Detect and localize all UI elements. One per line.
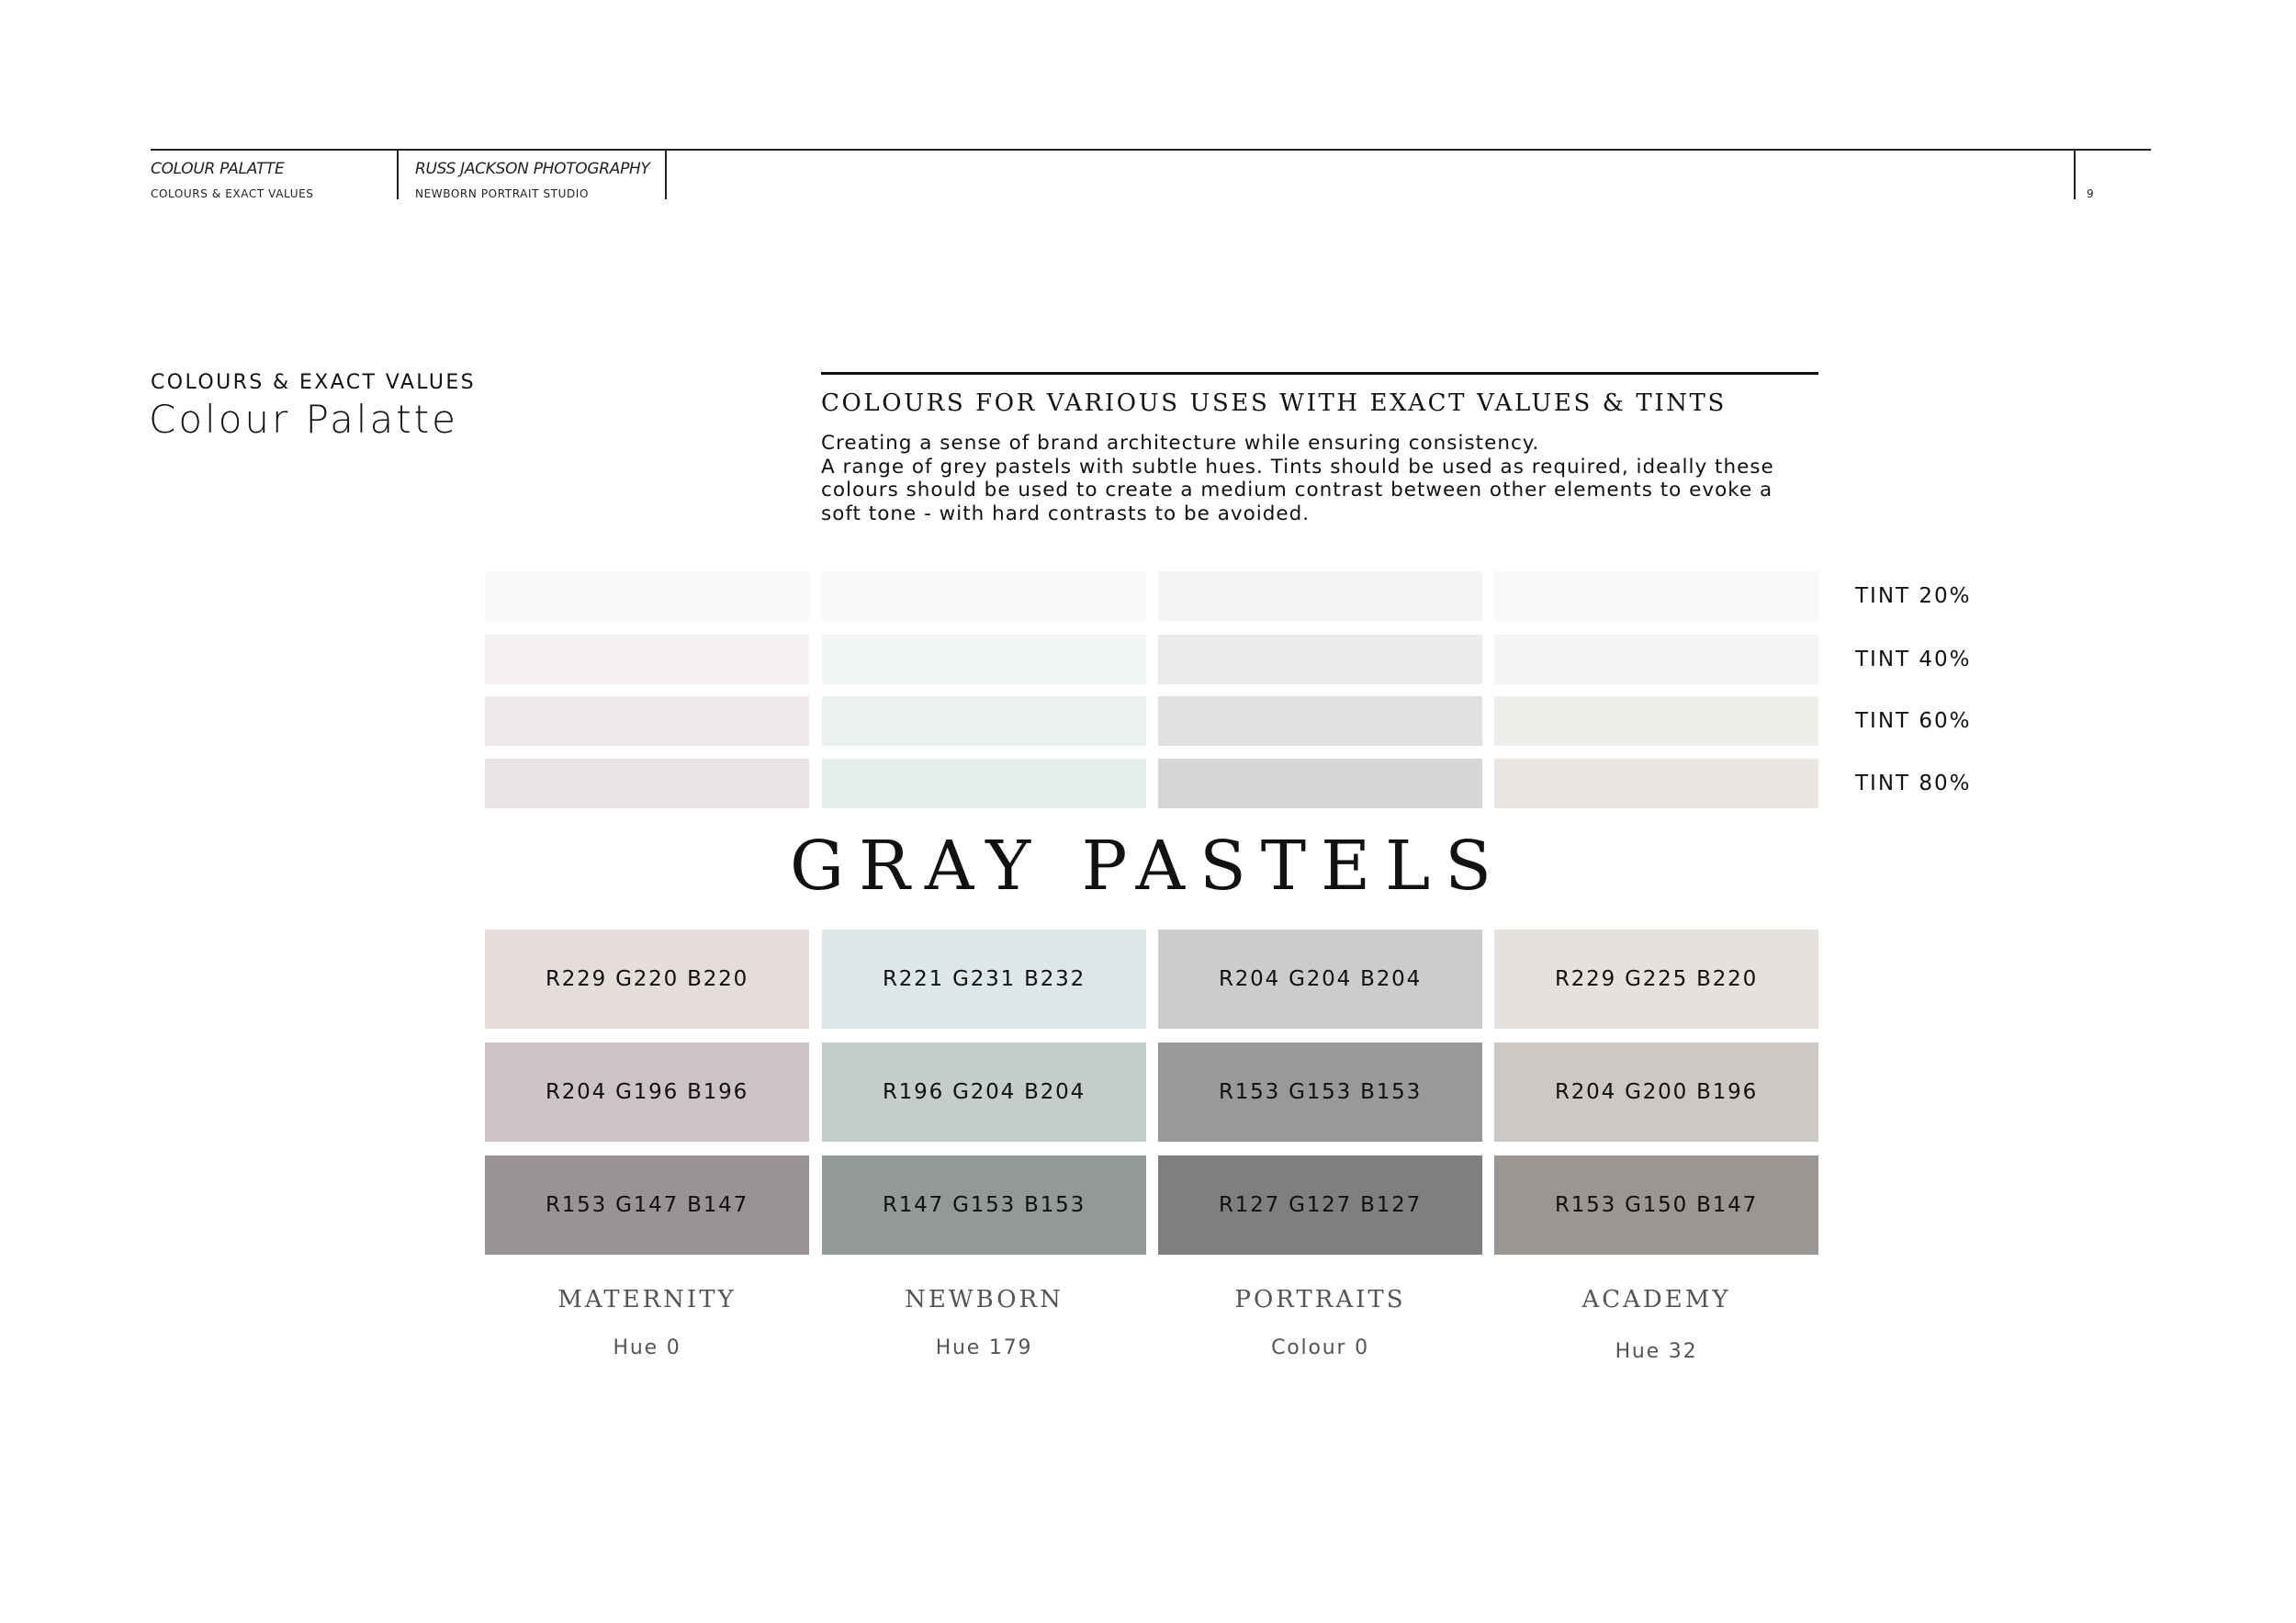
color-swatch <box>485 1155 809 1255</box>
swatch-rgb-label: R153 G147 B147 <box>545 1193 749 1217</box>
tint-label: TINT 40% <box>1855 648 1972 671</box>
color-swatch <box>822 930 1146 1029</box>
swatch-rgb-label: R204 G196 B196 <box>545 1080 749 1104</box>
header-section-subtitle: COLOURS & EXACT VALUES <box>151 187 314 200</box>
tint-swatch <box>485 635 809 684</box>
tint-swatch <box>485 696 809 746</box>
tint-swatch <box>485 571 809 621</box>
header-brand-subtitle: NEWBORN PORTRAIT STUDIO <box>415 187 589 200</box>
column-hue: Hue 0 <box>613 1336 681 1359</box>
tint-swatch <box>822 635 1146 684</box>
swatch-rgb-label: R147 G153 B153 <box>882 1193 1086 1217</box>
tint-swatch <box>822 571 1146 621</box>
color-swatch <box>1494 1155 1818 1255</box>
tint-swatch <box>485 759 809 808</box>
header-divider <box>665 149 667 199</box>
header-rule <box>151 149 2151 151</box>
column-name: NEWBORN <box>905 1286 1064 1313</box>
color-swatch <box>485 930 809 1029</box>
palette-title: GRAY PASTELS <box>790 827 1506 906</box>
intro-line: A range of grey pastels with subtle hues. Tints should be used as required, ideally these colours should be used to create a medium contrast between other elements to evoke a soft tone - with hard contrasts to be avoided. <box>821 455 1774 525</box>
tint-swatch <box>1494 571 1818 621</box>
intro-heading: COLOURS FOR VARIOUS USES WITH EXACT VALUES & TINTS <box>821 389 1727 417</box>
tint-label: TINT 60% <box>1855 709 1972 733</box>
color-swatch <box>822 1155 1146 1255</box>
tint-swatch <box>1158 759 1482 808</box>
swatch-rgb-label: R204 G200 B196 <box>1554 1080 1759 1104</box>
tint-swatch <box>822 696 1146 746</box>
swatch-rgb-label: R204 G204 B204 <box>1218 967 1423 991</box>
tint-label: TINT 80% <box>1855 772 1972 795</box>
header-brand-title: RUSS JACKSON PHOTOGRAPHY <box>415 160 650 178</box>
tint-swatch <box>1158 635 1482 684</box>
section-kicker: COLOURS & EXACT VALUES <box>151 371 477 394</box>
column-hue: Hue 179 <box>935 1336 1033 1359</box>
tint-swatch <box>1494 635 1818 684</box>
header-divider <box>2074 149 2076 199</box>
column-hue: Hue 32 <box>1615 1340 1698 1363</box>
color-swatch <box>1158 1155 1482 1255</box>
tint-swatch <box>1158 571 1482 621</box>
color-swatch <box>1494 1043 1818 1142</box>
tint-swatch <box>1494 759 1818 808</box>
header-divider <box>397 149 399 199</box>
column-name: ACADEMY <box>1581 1286 1731 1313</box>
color-swatch <box>1494 930 1818 1029</box>
color-swatch <box>485 1043 809 1142</box>
column-hue: Colour 0 <box>1271 1336 1369 1359</box>
page-number: 9 <box>2087 187 2094 200</box>
swatch-rgb-label: R221 G231 B232 <box>882 967 1086 991</box>
header-section-title: COLOUR PALATTE <box>151 160 285 178</box>
tint-swatch <box>822 759 1146 808</box>
section-title: Colour Palatte <box>149 397 458 442</box>
tint-swatch <box>1494 696 1818 746</box>
color-swatch <box>1158 930 1482 1029</box>
swatch-rgb-label: R196 G204 B204 <box>882 1080 1086 1104</box>
intro-body <box>821 432 1818 525</box>
intro-line: Creating a sense of brand architecture while ensuring consistency. <box>821 432 1540 455</box>
column-name: MATERNITY <box>557 1286 737 1313</box>
column-name: PORTRAITS <box>1234 1286 1406 1313</box>
swatch-rgb-label: R229 G220 B220 <box>545 967 749 991</box>
swatch-rgb-label: R229 G225 B220 <box>1554 967 1759 991</box>
swatch-rgb-label: R127 G127 B127 <box>1218 1193 1423 1217</box>
color-swatch <box>1158 1043 1482 1142</box>
tint-swatch <box>1158 696 1482 746</box>
swatch-rgb-label: R153 G150 B147 <box>1554 1193 1759 1217</box>
tint-label: TINT 20% <box>1855 584 1972 608</box>
color-swatch <box>822 1043 1146 1142</box>
swatch-rgb-label: R153 G153 B153 <box>1218 1080 1423 1104</box>
intro-rule <box>821 372 1818 375</box>
